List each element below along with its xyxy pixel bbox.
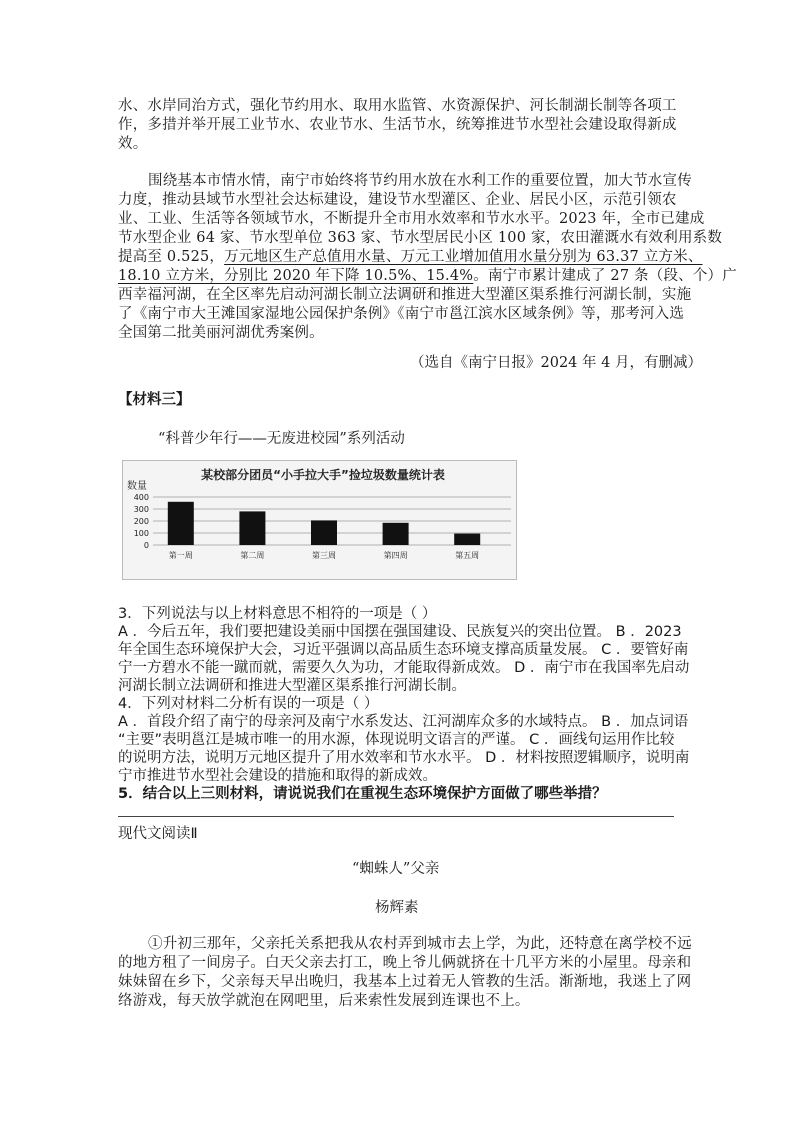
text-line: 全国第二批美丽河湖优秀案例。 (118, 325, 324, 341)
material3-heading: 【材料三】 (118, 392, 191, 408)
chart-bars (168, 502, 480, 545)
article-author: 杨辉素 (375, 900, 419, 916)
x-tick-label: 第四周 (383, 551, 408, 560)
question-3-options: 年全国生态环境保护大会，习近平强调以高品质生态环境支撑高质量发展。 C ．要管好南 (118, 642, 689, 658)
x-tick-label: 第五周 (455, 551, 480, 560)
material2-paragraph-1 (118, 97, 677, 154)
y-tick-label: 300 (133, 505, 149, 514)
text-plain: 提高至 0.525， (118, 249, 225, 265)
text-line: 的地方租了一间房子。白天父亲去打工，晚上爷儿俩就挤在十几平方米的小屋里。母亲和 (118, 955, 692, 971)
text-line: 业、工业、生活等各领域节水，不断提升全市用水效率和节水水平。2023 年，全市已建成 (118, 211, 705, 227)
text-plain: 。南宁市累计建成了 27 条（段、个）广 (473, 268, 737, 284)
text-line: 围绕基本市情水情，南宁市始终将节约用水放在水利工作的重要位置，加大节水宣传 (148, 173, 692, 189)
text-line: 西幸福河湖，在全区率先启动河湖长制立法调研和推进大型灌区渠系推行河湖长制，实施 (118, 287, 692, 303)
bar-4 (383, 523, 409, 545)
text-line: 水、水岸同治方式，强化节约用水、取用水监管、水资源保护、河长制湖长制等各项工 (118, 98, 677, 114)
question-4-options: A ．首段介绍了南宁的母亲河及南宁水系发达、江河湖库众多的水域特点。 B ．加点词语 (118, 714, 689, 730)
y-tick-label: 100 (133, 529, 149, 538)
text-line: ①升初三那年，父亲托关系把我从农村弄到城市去上学，为此，还特意在离学校不远 (148, 936, 692, 952)
question-5: 5．结合以上三则材料，请说说我们在重视生态环境保护方面做了哪些举措？ (118, 786, 607, 802)
bar-chart (122, 460, 517, 580)
question-4-options: 的说明方法，说明万元地区提升了用水效率和节水水平。 D ．材料按照逻辑顺序，说明南 (118, 750, 690, 766)
text-line: 力度，推动县域节水型社会达标建设，建设节水型灌区、企业、居民小区，示范引领农 (118, 192, 677, 208)
bar-2 (239, 511, 265, 545)
y-tick-label: 200 (133, 517, 149, 526)
article-paragraph-1 (118, 935, 692, 1011)
question-3-options: 河湖长制立法调研和推进大型灌区渠系推行河湖长制。 (118, 678, 466, 694)
activity-title: “科普少年行——无废进校园”系列活动 (158, 431, 405, 447)
bar-3 (311, 520, 337, 545)
section-divider (118, 816, 674, 817)
text-line-underlined (118, 267, 737, 286)
y-tick-label: 0 (143, 541, 149, 550)
section-title: 现代文阅读Ⅱ (118, 826, 198, 842)
question-4: 4．下列对材料二分析有误的一项是（ ） (118, 696, 379, 712)
question-3-options: A ．今后五年，我们要把建设美丽中国摆在强国建设、民族复兴的突出位置。 B ．2023 (118, 624, 682, 640)
text-line: 了《南宁市大王滩国家湿地公园保护条例》《南宁市邕江滨水区域条例》等，那考河入选 (118, 306, 685, 322)
material2-paragraph-2 (118, 172, 737, 343)
underlined-sentence: 18.10 立方米，分别比 2020 年下降 10.5%、15.4% (118, 268, 474, 284)
y-axis-label: 数量 (127, 481, 147, 492)
question-3: 3．下列说法与以上材料意思不相符的一项是（ ） (118, 606, 437, 622)
x-tick-label: 第一周 (168, 551, 193, 560)
underlined-sentence: 万元地区生产总值用水量、万元工业增加值用水量分别为 63.37 立方米、 (224, 249, 703, 265)
chart-title: 某校部分团员“小手拉大手”捡垃圾数量统计表 (201, 468, 445, 482)
text-line: 效。 (118, 136, 148, 152)
chart-x-labels (169, 550, 479, 560)
article-title: “蜘蛛人”父亲 (352, 861, 440, 877)
question-4-options: 宁市推进节水型社会建设的措施和取得的新成效。 (118, 768, 437, 784)
text-line: 节水型企业 64 家、节水型单位 363 家、节水型居民小区 100 家，农田灌溉水有效利用系数 (118, 230, 723, 246)
text-line-underlined (118, 248, 737, 267)
x-tick-label: 第二周 (240, 551, 265, 560)
x-tick-label: 第三周 (312, 551, 336, 560)
question-4-options: “主要”表明邕江是城市唯一的用水源，体现说明文语言的严谨。 C ．画线句运用作比较 (118, 732, 675, 748)
bar-chart-svg (123, 461, 516, 579)
question-3-options: 宁一方碧水不能一蹴而就，需要久久为功，才能取得新成效。 D ．南宁市在我国率先启动 (118, 660, 690, 676)
text-line: 作，多措并举开展工业节水、农业节水、生活节水，统筹推进节水型社会建设取得新成 (118, 117, 677, 133)
question-block (118, 605, 689, 803)
bar-5 (454, 534, 480, 545)
text-line: 妹妹留在乡下，父亲每天早出晚归，我基本上过着无人管教的生活。渐渐地，我迷上了网 (118, 974, 692, 990)
y-tick-label: 400 (133, 493, 149, 502)
bar-1 (168, 502, 194, 545)
source-citation: （选自《南宁日报》2024 年 4 月，有删减） (410, 355, 702, 371)
text-line: 络游戏，每天放学就泡在网吧里，后来索性发展到连课也不上。 (118, 993, 530, 1009)
